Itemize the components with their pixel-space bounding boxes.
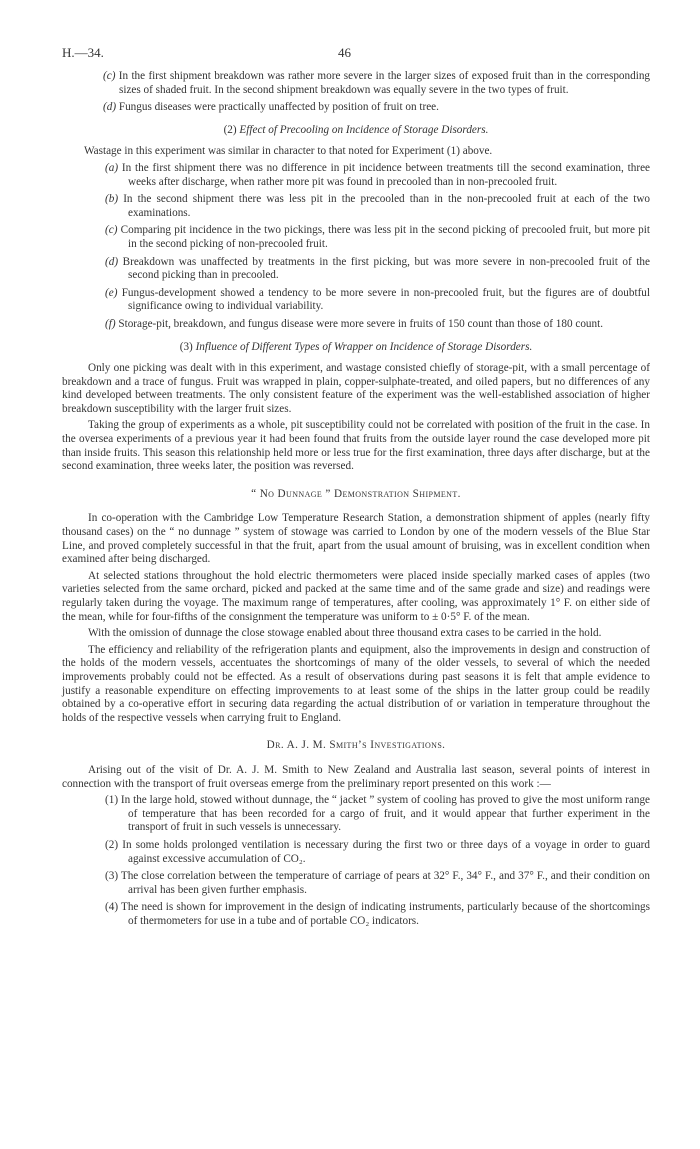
- paragraph: Wastage in this experiment was similar in character to that noted for Experiment (1) above.: [84, 145, 493, 158]
- paragraph: The efficiency and reliability of the refrigeration plants and equipment, also the improvements in design and construction of the holds of the modern vessels, accentuates the shortcomings of many of the older vessels, to several of which the needed improvements probably could not be effected. As a result of observations during past seasons it is felt that ample evidence to justify a reasonable expenditure on effecting improvements to at least some of the ships in the latter group could be readily obtained by a co-operative effort in securing data regarding the actual distribution of or variation in temperature throughout the holds of the respective vessels when carrying fruit to England.: [62, 643, 650, 724]
- list-item: (3) The close correlation between the temperature of carriage of pears at 32° F., 34° F., and 37° F., and their condition on arrival has been given further emphasis.: [105, 870, 650, 896]
- paragraph: Taking the group of experiments as a whole, pit susceptibility could not be correlated with position of the fruit in the case. In the oversea experiments of a previous year it had been found that fruits from the outside layer round the case developed more pit than inside fruits. This season this relationship held more or less true for the first examination, three days after discharge, but at the second examination, three weeks later, the position was reversed.: [62, 419, 650, 473]
- paragraph: In co-operation with the Cambridge Low Temperature Research Station, a demonstration shipment of apples (nearly fifty thousand cases) on the “ no dunnage ” system of stowage was carried to London by one of the modern vessels of the Blue Star Line, and proved completely successful in that the fruit, apart from the usual amount of bruising, was in excellent condition when examined after being discharged.: [62, 512, 650, 566]
- list-item: (a) In the first shipment there was no difference in pit incidence between treatments till the second examination, three weeks after discharge, when rather more pit was found in precooled than in non-precooled fruit.: [105, 161, 651, 188]
- list-item: (4) The need is shown for improvement in the design of indicating instruments, particularly because of the shortcomings of thermometers for use in a tube and of portable CO₂ indicators.: [105, 901, 650, 927]
- list-item: (c) In the first shipment breakdown was rather more severe in the larger sizes of exposed fruit than in the corresponding sizes of shaded fruit. In the second shipment breakdown was equally severe in the two types of fruit.: [103, 70, 651, 96]
- section-heading: (2) Effect of Precooling on Incidence of Storage Disorders.: [223, 123, 489, 136]
- section-heading: Dr. A. J. M. Smith’s Investigations.: [266, 739, 446, 752]
- document-body: [62, 70, 650, 932]
- list-item: (b) In the second shipment there was less pit in the precooled than in the non-precooled fruit at each of the two examinations.: [105, 193, 651, 219]
- list-item: (e) Fungus-development showed a tendency to be more severe in non-precooled fruit, but the figures are of doubtful significance owing to individual variability.: [105, 286, 650, 313]
- list-item: (2) In some holds prolonged ventilation is necessary during the first two or three days of a voyage in order to guard against excessive accumulation of CO₂.: [105, 838, 650, 865]
- section-heading: (3) Influence of Different Types of Wrapper on Incidence of Storage Disorders.: [179, 340, 533, 353]
- list-item: (d) Fungus diseases were practically unaffected by position of fruit on tree.: [103, 101, 439, 114]
- paragraph: At selected stations throughout the hold electric thermometers were placed inside specially marked cases of apples (two varieties selected from the same orchard, picked and packed at the same time and of the same grade and size) and readings were regularly taken during the voyage. The maximum range of temperatures, after cooling, was approximately 1° F. on either side of the mean, while for four-fifths of the consignment the temperature was uniform to ± 0·5° F. of the mean.: [62, 569, 650, 623]
- paragraph: With the omission of dunnage the close stowage enabled about three thousand extra cases to be carried in the hold.: [88, 627, 602, 640]
- paragraph: Arising out of the visit of Dr. A. J. M. Smith to New Zealand and Australia last season, several points of interest in connection with the transport of fruit overseas emerge from the preliminary report presented on this work :—: [62, 763, 650, 790]
- paragraph: Only one picking was dealt with in this experiment, and wastage consisted chiefly of storage-pit, with a small percentage of breakdown and a trace of fungus. Fruit was wrapped in plain, copper-sulphate-treated, and oiled papers, but no differences of any kind developed between treatments. The only consistent feature of the experiment was the well-established association of higher breakdown susceptibility with the larger fruit sizes.: [62, 362, 650, 415]
- section-heading: “ No Dunnage ” Demonstration Shipment.: [251, 487, 461, 500]
- list-item: (1) In the large hold, stowed without dunnage, the “ jacket ” system of cooling has proved to give the most uniform range of temperature that has been recorded for a cargo of fruit, and it would appear that further experiment in the transport of fruit in such vessels is unnecessary.: [105, 794, 651, 834]
- document-reference: H.—34.: [62, 45, 104, 60]
- list-item: (d) Breakdown was unaffected by treatments in the first picking, but was more severe in non-precooled fruit of the second picking than in precooled.: [105, 255, 650, 282]
- list-item: (c) Comparing pit incidence in the two pickings, there was less pit in the second picking of precooled fruit, but more pit in the second picking of non-precooled fruit.: [105, 224, 650, 250]
- page-number: 46: [338, 45, 351, 60]
- list-item: (f) Storage-pit, breakdown, and fungus disease were more severe in fruits of 150 count than those of 180 count.: [105, 317, 604, 330]
